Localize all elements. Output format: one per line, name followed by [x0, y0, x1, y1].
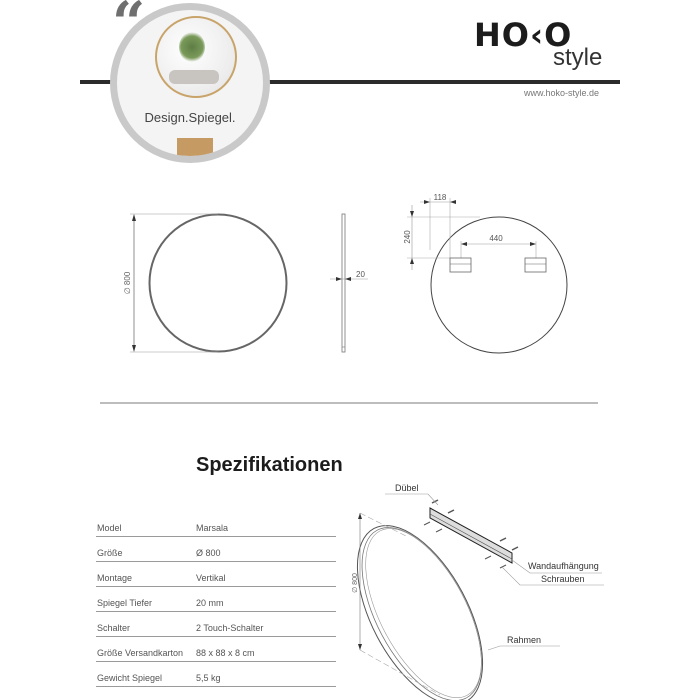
- callout-wall-mount: Wandaufhängung: [528, 561, 599, 571]
- spec-row-mounting: [96, 562, 336, 587]
- spec-value: Marsala: [196, 523, 229, 533]
- section-divider: [100, 402, 598, 404]
- spec-key: Spiegel Tiefer: [97, 598, 153, 608]
- front-view-drawing: [123, 214, 287, 352]
- back-offset-y-label: 240: [403, 230, 412, 244]
- website-link[interactable]: www.hoko-style.de: [524, 88, 600, 98]
- spec-key: Model: [97, 523, 122, 533]
- callout-dowel: Dübel: [395, 483, 419, 493]
- side-view-drawing: [330, 214, 368, 352]
- spec-value: Ø 800: [196, 548, 221, 558]
- spec-value: Vertikal: [196, 573, 226, 583]
- spec-value: 20 mm: [196, 598, 224, 608]
- spec-value: 88 x 88 x 8 cm: [196, 648, 255, 658]
- spec-row-switch: [96, 612, 336, 637]
- spec-row-model: [96, 512, 336, 537]
- specs-table: [96, 512, 336, 687]
- brand-logo-sub: style: [553, 44, 603, 71]
- spec-key: Größe Versandkarton: [97, 648, 184, 658]
- front-diameter-label: ∅ 800: [123, 271, 132, 295]
- spec-key: Größe: [97, 548, 123, 558]
- back-spacing-label: 440: [489, 234, 503, 243]
- back-view-drawing: [403, 193, 567, 353]
- back-offset-x-label: 118: [433, 193, 447, 202]
- spec-row-depth: [96, 587, 336, 612]
- side-depth-label: 20: [356, 270, 365, 279]
- badge-label: Design.Spiegel.: [144, 110, 236, 125]
- spec-key: Montage: [97, 573, 133, 583]
- spec-row-size: [96, 537, 336, 562]
- spec-row-box-size: [96, 637, 336, 662]
- spec-row-weight: [96, 662, 336, 687]
- callout-frame: Rahmen: [507, 635, 542, 645]
- callout-screws: Schrauben: [541, 574, 585, 584]
- exploded-view-drawing: [340, 475, 620, 700]
- exploded-diameter-label: ∅ 800: [352, 573, 359, 593]
- specs-title: Spezifikationen: [196, 454, 343, 476]
- spec-key: Gewicht Spiegel: [97, 673, 163, 683]
- spec-value: 5,5 kg: [196, 673, 221, 683]
- brand-logo: HO‹O: [474, 16, 573, 54]
- spec-key: Schalter: [97, 623, 131, 633]
- spec-value: 2 Touch-Schalter: [196, 623, 264, 633]
- quote-icon: “: [112, 0, 146, 57]
